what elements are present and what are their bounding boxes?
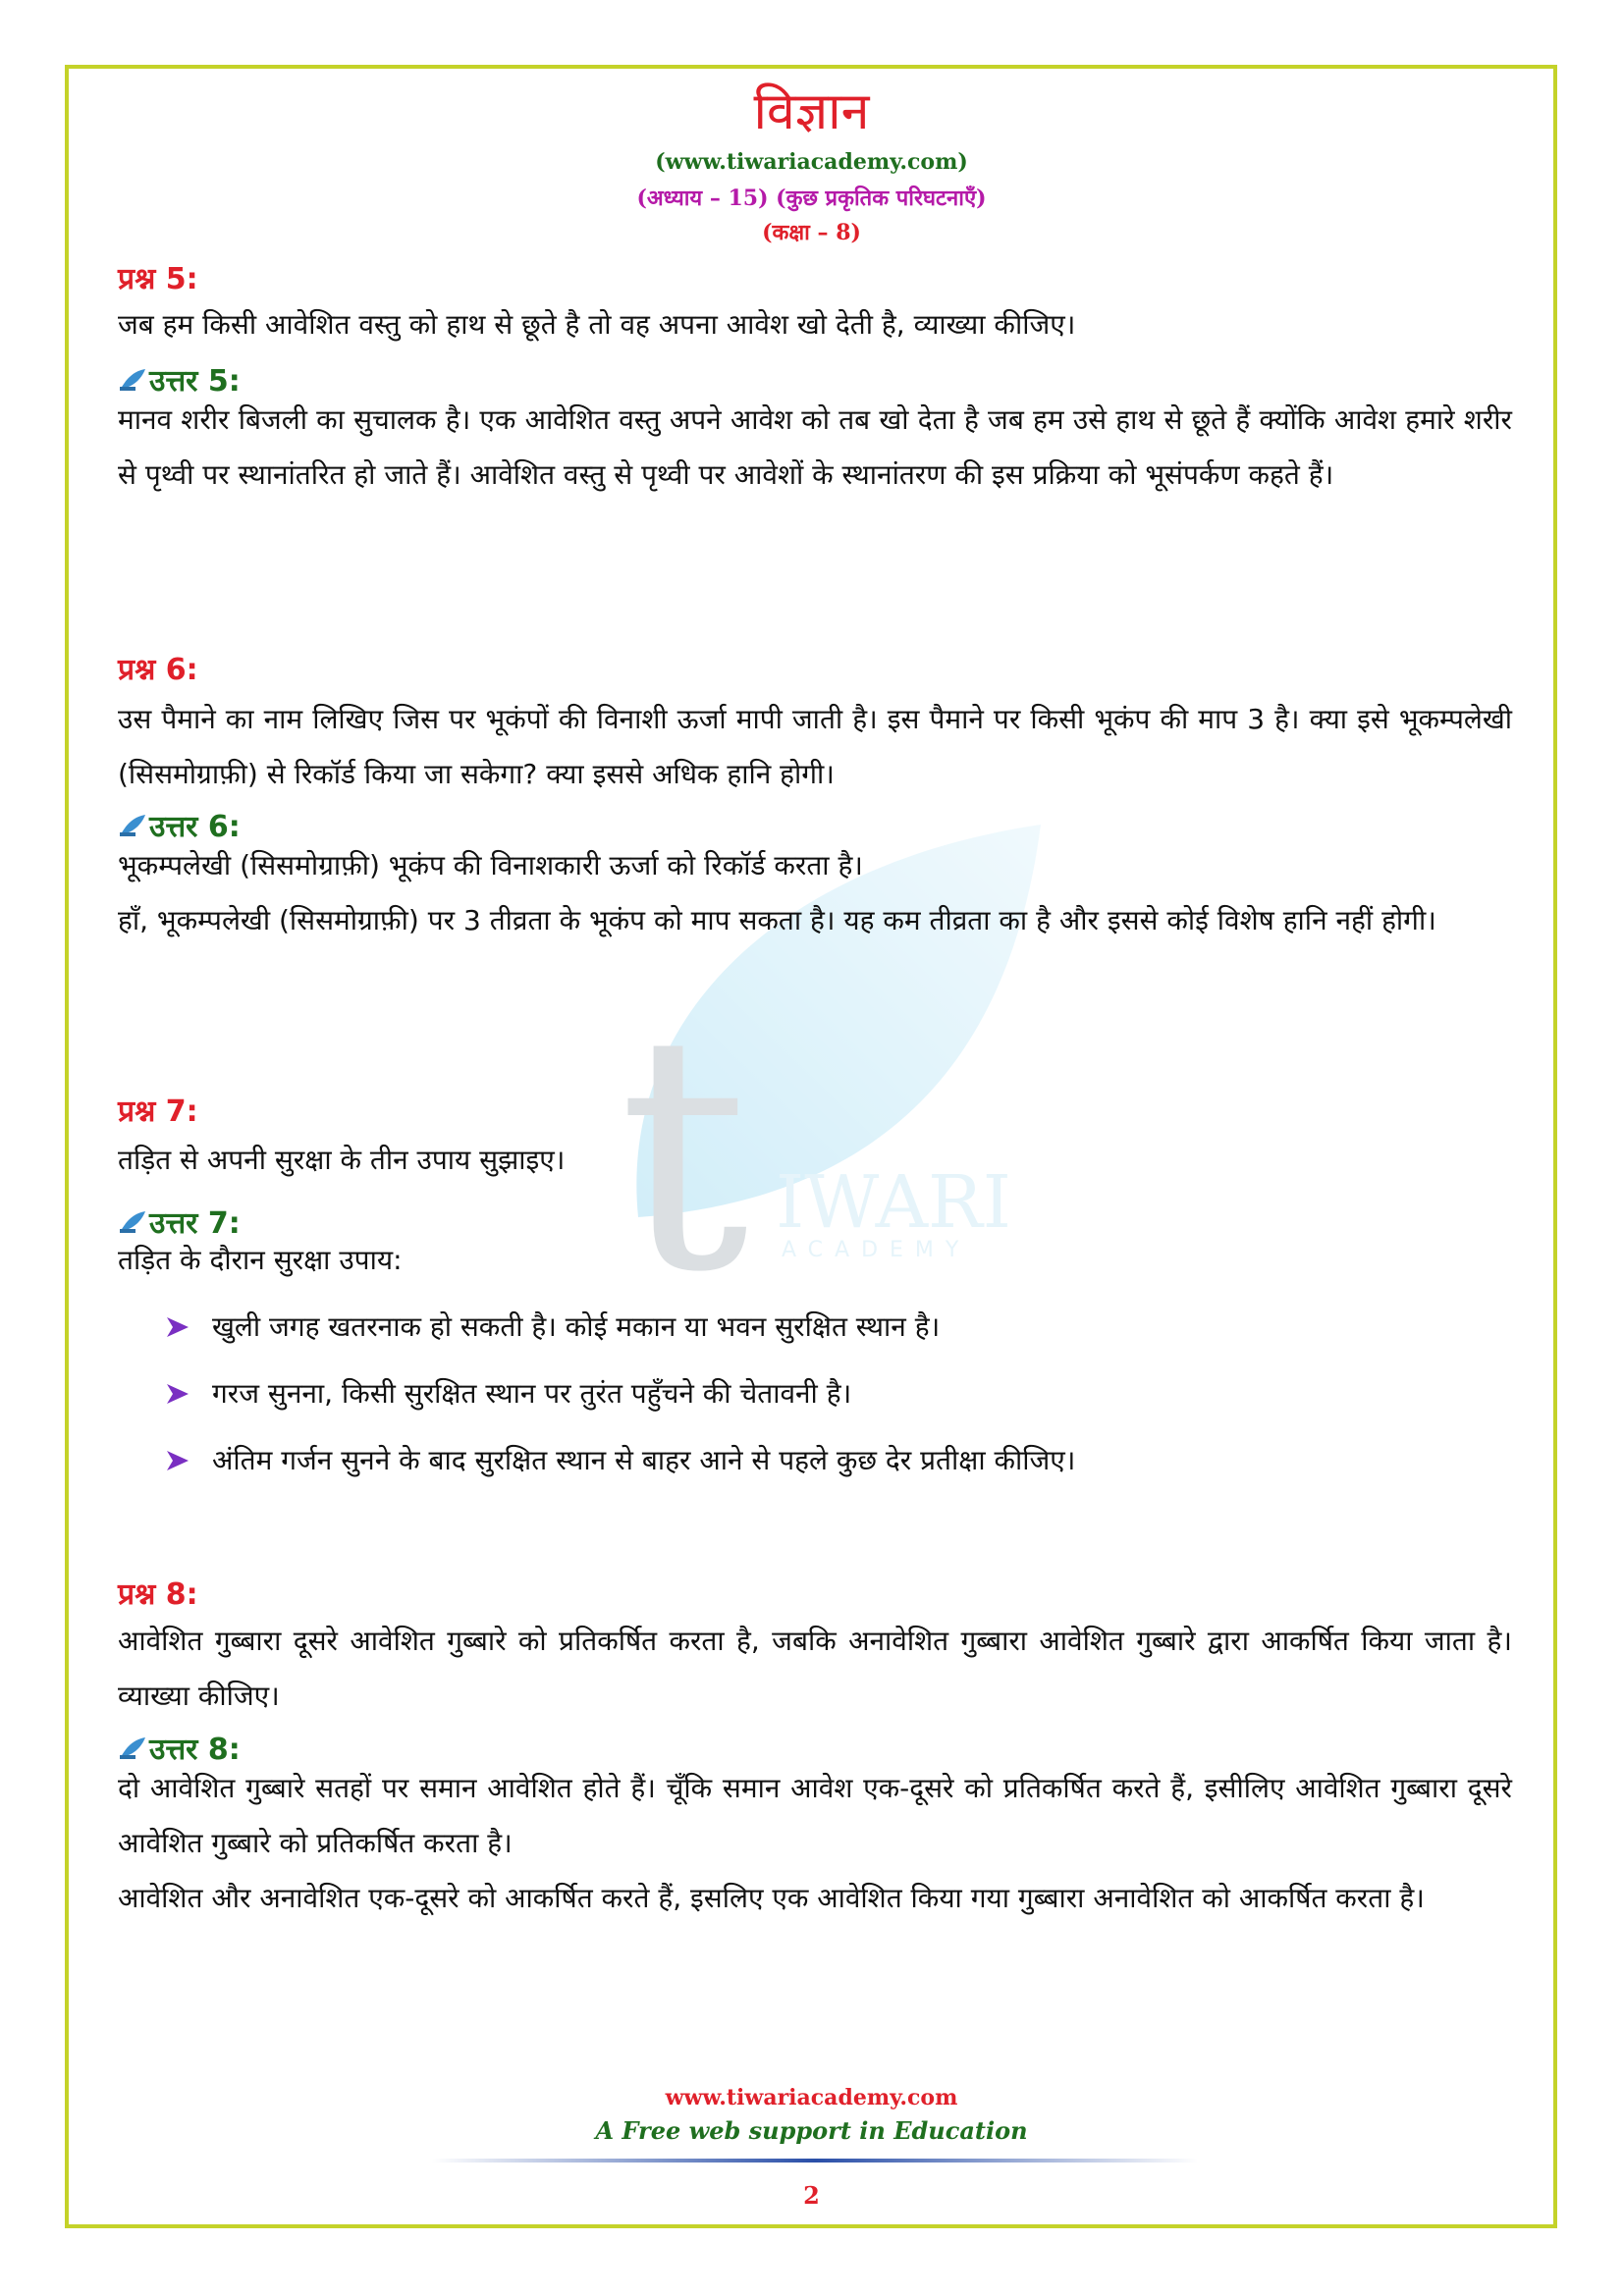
question-7-body: तड़ित से अपनी सुरक्षा के तीन उपाय सुझाइए। (118, 1144, 566, 1176)
header-url: (www.tiwariacademy.com) (655, 149, 968, 175)
quill-icon (118, 367, 147, 393)
question-7-text (118, 1133, 1512, 1188)
answer-7-intro-text: तड़ित के दौरान सुरक्षा उपाय: (118, 1244, 403, 1276)
footer-tagline: A Free web support in Education (595, 2116, 1028, 2145)
question-5-label: प्रश्न 5: (118, 262, 198, 296)
watermark-brand: IWARI (776, 1160, 1011, 1245)
question-7-label: प्रश्न 7: (118, 1095, 198, 1129)
question-8-label: प्रश्न 8: (118, 1577, 198, 1612)
answer-5-text (118, 393, 1512, 503)
answer-6-line-2: हाँ, भूकम्पलेखी (सिसमोग्राफ़ी) पर 3 तीव्रता के भूकंप को माप सकता है। यह कम तीव्रता का है और इससे कोई विशेष हानि नहीं होगी। (118, 904, 1436, 936)
quill-icon (118, 1735, 147, 1761)
footer-divider (432, 2158, 1198, 2163)
question-8-text (118, 1614, 1512, 1724)
quill-icon (118, 1209, 147, 1235)
question-6-label: प्रश्न 6: (118, 653, 198, 687)
answer-8-text (118, 1761, 1512, 1926)
question-8-body: आवेशित गुब्बारा दूसरे आवेशित गुब्बारे को प्रतिकर्षित करता है, जबकि अनावेशित गुब्बारा आवेशित गुब्बारे द्वारा आकर्षित किया जाता है। व्याख्या कीजिए। (118, 1625, 1512, 1712)
arrow-bullet-icon (165, 1449, 190, 1472)
answer-8-line-1: दो आवेशित गुब्बारे सतहों पर समान आवेशित होते हैं। चूँकि समान आवेश एक-दूसरे को प्रतिकर्षित करते हैं, इसीलिए आवेशित गुब्बारा दूसरे आवेशित गुब्बारे को प्रतिकर्षित करता है। (118, 1772, 1512, 1859)
page-number: 2 (803, 2181, 820, 2210)
bullet-3-text: अंतिम गर्जन सुनने के बाद सुरक्षित स्थान से बाहर आने से पहले कुछ देर प्रतीक्षा कीजिए। (212, 1444, 1076, 1476)
list-item (165, 1441, 1075, 1480)
list-item (165, 1308, 940, 1347)
answer-6-line-1: भूकम्पलेखी (सिसमोग्राफ़ी) भूकंप की विनाशकारी ऊर्जा को रिकॉर्ड करता है। (118, 849, 863, 881)
subject-title: विज्ञान (753, 82, 870, 141)
answer-5-body: मानव शरीर बिजली का सुचालक है। एक आवेशित वस्तु अपने आवेश को तब खो देता है जब हम उसे हाथ से छूते हैं क्योंकि आवेश हमारे शरीर से पृथ्वी पर स्थानांतरित हो जाते हैं। आवेशित वस्तु से पृथ्वी पर आवेशों के स्थानांतरण की इस प्रक्रिया को भूसंपर्कण कहते हैं। (118, 403, 1512, 491)
question-6-text (118, 692, 1512, 802)
watermark-letter: t (619, 966, 749, 1343)
question-6-body: उस पैमाने का नाम लिखिए जिस पर भूकंपों की विनाशी ऊर्जा मापी जाती है। इस पैमाने पर किसी भूकंप की माप 3 है। क्या इसे भूकम्पलेखी (सिसमोग्राफ़ी) से रिकॉर्ड किया जा सकेगा? क्या इससे अधिक हानि होगी। (118, 703, 1512, 790)
answer-5-label-text: उत्तर 5: (149, 364, 241, 399)
arrow-bullet-icon (165, 1382, 190, 1406)
list-item (165, 1374, 851, 1414)
answer-6-label-text: उत्तर 6: (149, 810, 241, 844)
watermark-sub: ACADEMY (782, 1238, 971, 1262)
answer-8-line-2: आवेशित और अनावेशित एक-दूसरे को आकर्षित करते हैं, इसलिए एक आवेशित किया गया गुब्बारा अनावेशित को आकर्षित करता है। (118, 1882, 1425, 1914)
arrow-bullet-icon (165, 1315, 190, 1339)
footer-url-link[interactable]: www.tiwariacademy.com (665, 2085, 958, 2110)
answer-6-text (118, 838, 1512, 948)
answer-8-label-text: उत्तर 8: (149, 1733, 241, 1767)
answer-7-intro (118, 1233, 1512, 1288)
question-5-text (118, 297, 1512, 352)
chapter-title: (अध्याय – 15) (कुछ प्रकृतिक परिघटनाएँ) (636, 186, 987, 211)
answer-7-label-text: उत्तर 7: (149, 1206, 241, 1241)
bullet-2-text: गरज सुनना, किसी सुरक्षित स्थान पर तुरंत पहुँचने की चेतावनी है। (212, 1377, 852, 1410)
question-5-body: जब हम किसी आवेशित वस्तु को हाथ से छूते है तो वह अपना आवेश खो देती है, व्याख्या कीजिए। (118, 308, 1076, 341)
quill-icon (118, 813, 147, 838)
bullet-1-text: खुली जगह खतरनाक हो सकती है। कोई मकान या भवन सुरक्षित स्थान है। (212, 1310, 941, 1343)
class-label: (कक्षा – 8) (762, 220, 861, 245)
